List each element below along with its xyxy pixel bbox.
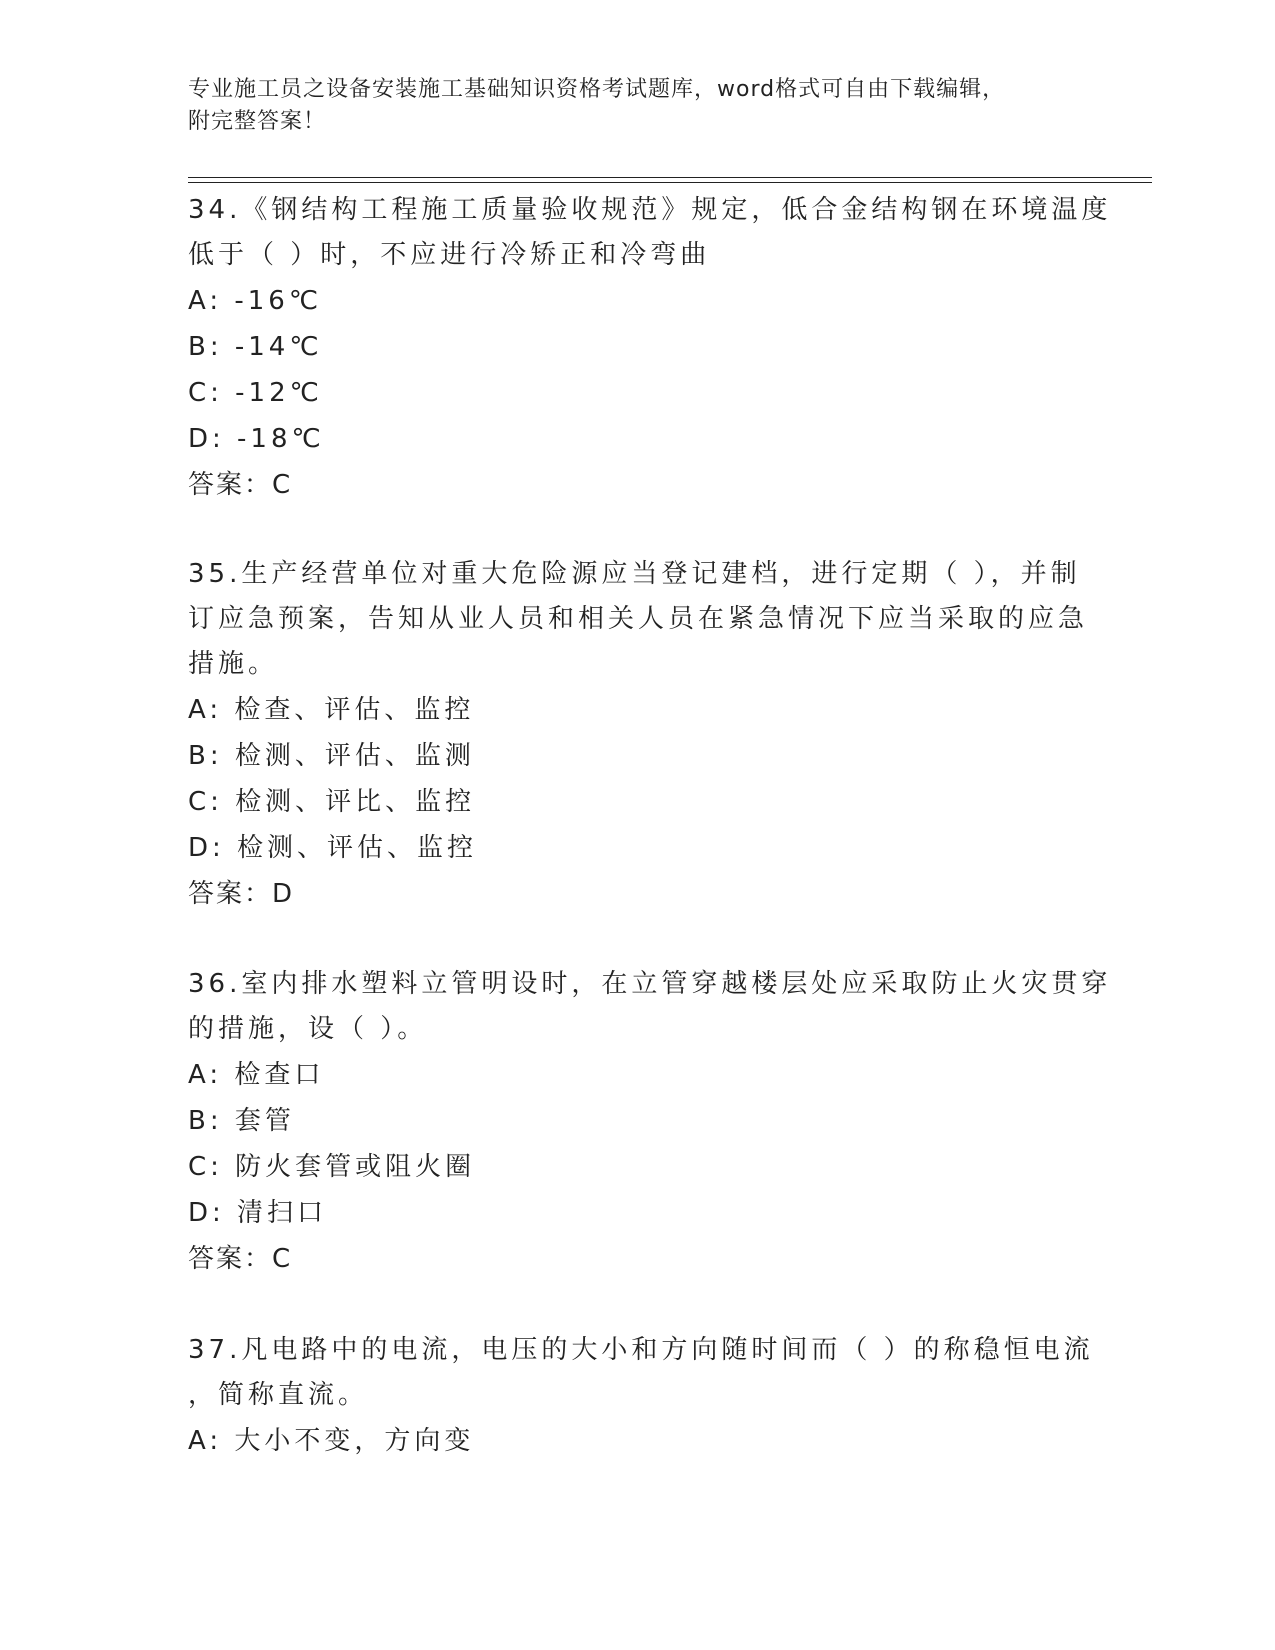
option-d: D: 检测、评估、监控 (188, 833, 478, 863)
option-b: B: -14℃ (188, 332, 323, 362)
question-34 (188, 188, 1112, 508)
question-text: 的措施，设（ ）。 (188, 1014, 428, 1044)
option-d: D: -18℃ (188, 424, 325, 454)
question-35 (188, 552, 1088, 917)
option-a: A: -16℃ (188, 286, 323, 316)
answer: 答案：C (188, 1244, 293, 1274)
question-text: 措施。 (188, 649, 279, 679)
header-line: 附完整答案！ (188, 109, 327, 134)
question-36 (188, 962, 1112, 1282)
question-text: 低于（ ）时，不应进行冷矫正和冷弯曲 (188, 240, 711, 270)
option-c: C: -12℃ (188, 378, 323, 408)
option-d: D: 清扫口 (188, 1198, 328, 1228)
question-37 (188, 1328, 1094, 1464)
question-text: 37.凡电路中的电流，电压的大小和方向随时间而（ ）的称稳恒电流 (188, 1335, 1094, 1365)
header-line: 专业施工员之设备安装施工基础知识资格考试题库，word格式可自由下载编辑， (188, 77, 1006, 102)
question-text: 35.生产经营单位对重大危险源应当登记建档，进行定期（ ），并制 (188, 559, 1081, 589)
option-c: C: 检测、评比、监控 (188, 787, 476, 817)
question-text: 订应急预案，告知从业人员和相关人员在紧急情况下应当采取的应急 (188, 604, 1089, 634)
option-b: B: 检测、评估、监测 (188, 741, 475, 771)
document-header (188, 74, 1068, 138)
question-text: 36.室内排水塑料立管明设时，在立管穿越楼层处应采取防止火灾贯穿 (188, 969, 1112, 999)
option-a: A: 检查、评估、监控 (188, 695, 475, 725)
option-b: B: 套管 (188, 1106, 295, 1136)
question-text: 34.《钢结构工程施工质量验收规范》规定，低合金结构钢在环境温度 (188, 195, 1112, 225)
answer: 答案：C (188, 470, 293, 500)
header-divider (188, 177, 1152, 178)
option-c: C: 防火套管或阻火圈 (188, 1152, 476, 1182)
answer: 答案：D (188, 879, 295, 909)
option-a: A: 大小不变，方向变 (188, 1426, 475, 1456)
option-a: A: 检查口 (188, 1060, 325, 1090)
question-text: ，简称直流。 (188, 1380, 369, 1410)
header-divider (188, 182, 1152, 183)
